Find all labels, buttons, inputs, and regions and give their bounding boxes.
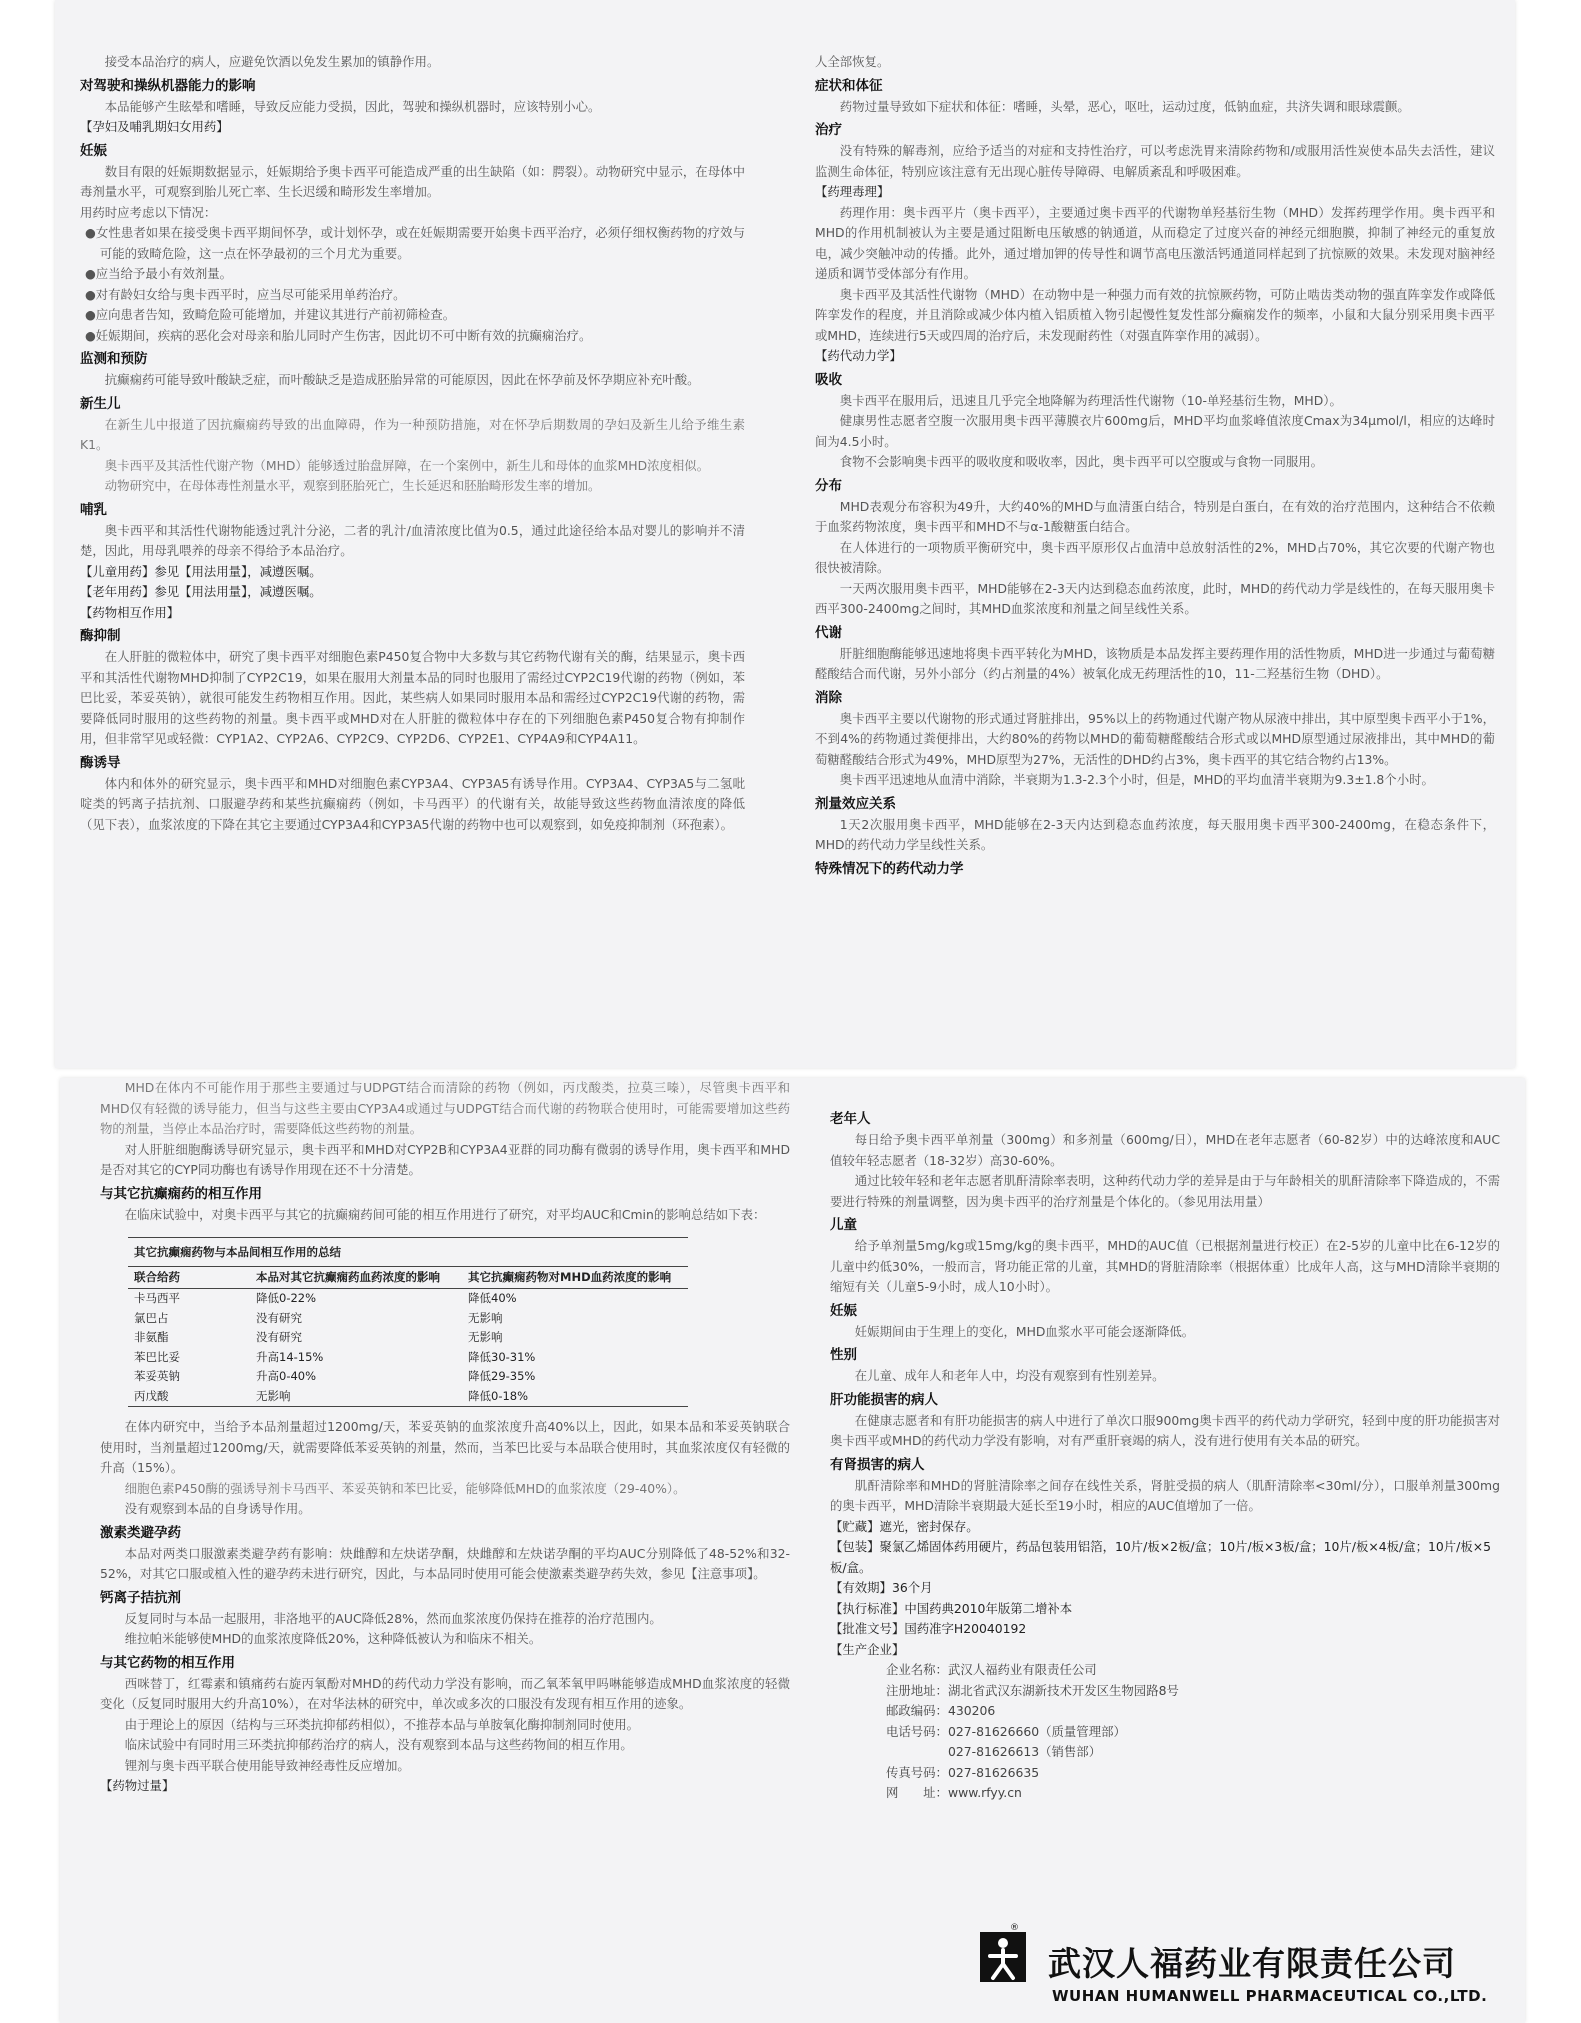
- insert-sheet-top: [55, 0, 1515, 1068]
- body-paragraph: 通过比较年轻和老年志愿者肌酐清除率表明，这种药代动力学的差异是由于与年龄相关的肌酐清除率下降造成的，不需要进行特殊的剂量调整，因为奥卡西平的治疗剂量是个体化的。（参见用法用量）: [830, 1173, 1500, 1209]
- body-paragraph: 在健康志愿者和有肝功能损害的病人中进行了单次口服900mg奥卡西平的药代动力学研究，轻到中度的肝功能损害对奥卡西平或MHD的药代动力学没有影响，对有严重肝衰竭的病人，没有进行使用有关本品的研究。: [830, 1412, 1500, 1448]
- body-paragraph: 锂剂与奥卡西平联合使用能导致神经毒性反应增加。: [124, 1757, 410, 1773]
- section-heading: 有肾损害的病人: [830, 1456, 925, 1473]
- body-paragraph: 健康男性志愿者空腹一次服用奥卡西平薄膜衣片600mg后，MHD平均血浆峰值浓度Cmax为34μmol/l，相应的达峰时间为4.5小时。: [815, 413, 1495, 449]
- table-row: [128, 1387, 688, 1407]
- top-right-column: [815, 52, 1495, 880]
- table-cell: 丙戊酸: [128, 1387, 250, 1407]
- bracket-section-title: 【儿童用药】参见【用法用量】，减遵医嘱。: [80, 563, 322, 579]
- body-paragraph: 人全部恢复。: [815, 54, 890, 69]
- bracket-section-title: 【执行标准】中国药典2010年版第二增补本: [830, 1600, 1073, 1616]
- body-paragraph: 对人肝脏细胞酶诱导研究显示，奥卡西平和MHD对CYP2B和CYP3A4亚群的同功酶有微弱的诱导作用，奥卡西平和MHD是否对其它的CYP同功酶也有诱导作用现在还不十分清楚。: [100, 1141, 790, 1177]
- table-cell: 卡马西平: [134, 1291, 180, 1305]
- body-paragraph: 用药时应考虑以下情况：: [80, 204, 217, 220]
- registered-mark: ®: [1010, 1923, 1019, 1933]
- section-heading: 儿童: [830, 1217, 857, 1233]
- table-row: [128, 1289, 688, 1309]
- body-paragraph: 药理作用：奥卡西平片（奥卡西平），主要通过奥卡西平的代谢物单羟基衍生物（MHD）发挥药理学作用。奥卡西平和MHD的作用机制被认为主要是通过阻断电压敏感的钠通道，从而稳定了过度兴奋的神经元细胞膜，抑制了神经元的重复放电，减少突触冲动的传播。此外，通过增加钾的传导性和调节高电压激活钙通道同样起到了抗惊厥的效果。未发现对脑神经递质和调节受体部分有作用。: [815, 204, 1495, 281]
- table-cell: 无影响: [468, 1310, 503, 1325]
- body-paragraph: 接受本品治疗的病人，应避免饮酒以免发生累加的镇静作用。: [104, 54, 440, 69]
- manufacturer-info-line: 注册地址：湖北省武汉东湖新技术开发区生物园路8号: [886, 1682, 1179, 1698]
- bullet-item: ●应向患者告知，致畸危险可能增加，并建议其进行产前初筛检查。: [84, 307, 456, 322]
- body-paragraph: 动物研究中，在母体毒性剂量水平，观察到胚胎死亡，生长延迟和胚胎畸形发生率的增加。: [104, 478, 601, 493]
- section-heading: 监测和预防: [80, 351, 148, 367]
- manufacturer-info-line: 企业名称：武汉人福药业有限责任公司: [886, 1662, 1097, 1677]
- manufacturer-info-line: 网 址：www.rfyy.cn: [886, 1785, 1022, 1800]
- body-paragraph: 每日给予奥卡西平单剂量（300mg）和多剂量（600mg/日），MHD在老年志愿者（60-82岁）中的达峰浓度和AUC值较年轻志愿者（18-32岁）高30-60%。: [830, 1132, 1500, 1168]
- body-paragraph: 1天2次服用奥卡西平，MHD能够在2-3天内达到稳态血药浓度，每天服用奥卡西平300-2400mg，在稳态条件下，MHD的药代动力学呈线性关系。: [815, 816, 1495, 852]
- table-cell: 无影响: [250, 1387, 462, 1407]
- body-paragraph: 在人肝脏的微粒体中，研究了奥卡西平对细胞色素P450复合物中大多数与其它药物代谢有关的酶，结果显示，奥卡西平和其活性代谢物MHD抑制了CYP2C19，如果在服用大剂量本品的同时也服用了需经过CYP2C19代谢的药物（例如，苯巴比妥，苯妥英钠），就很可能发生药物相互作用。因此，某些病人如果同时服用本品和需经过CYP2C19代谢的药物，需要降低同时服用的这些药物的剂量。奥卡西平或MHD对在人肝脏的微粒体中存在的下列细胞色素P450复合物有抑制作用，但非常罕见或轻微：CYP1A2、CYP2A6、CYP2C9、CYP2D6、CYP2E1、CYP4A9和CYP4A11。: [80, 649, 745, 746]
- section-heading: 特殊情况下的药代动力学: [815, 860, 964, 877]
- section-heading: 与其它药物的相互作用: [100, 1654, 235, 1671]
- section-heading: 哺乳: [80, 501, 107, 518]
- bracket-section-title: 【批准文号】国药准字H20040192: [830, 1621, 1027, 1636]
- table-cell: 无影响: [468, 1330, 503, 1344]
- body-paragraph: 没有观察到本品的自身诱导作用。: [124, 1501, 311, 1516]
- section-heading: 与其它抗癫痫药的相互作用: [100, 1185, 262, 1202]
- body-paragraph: 妊娠期间由于生理上的变化，MHD血浆水平可能会逐渐降低。: [854, 1323, 1195, 1339]
- section-heading: 酶诱导: [80, 754, 121, 771]
- table-cell: 升高0-40%: [256, 1369, 317, 1383]
- body-paragraph: 一天两次服用奥卡西平，MHD能够在2-3天内达到稳态血药浓度，此时，MHD的药代动力学是线性的，在每天服用奥卡西平300-2400mg之间时，其MHD血浆浓度和剂量之间呈线性关系。: [815, 580, 1495, 616]
- table-body: [128, 1289, 688, 1407]
- bottom-left-text-after-table: [100, 1417, 790, 1797]
- body-paragraph: 在儿童、成年人和老年人中，均没有观察到有性别差异。: [854, 1368, 1165, 1383]
- section-heading: 剂量效应关系: [815, 795, 896, 812]
- section-heading: 对驾驶和操纵机器能力的影响: [80, 77, 256, 94]
- body-paragraph: 在体内研究中，当给予本品剂量超过1200mg/天，苯妥英钠的血浆浓度升高40%以上，因此，如果本品和苯妥英钠联合使用时，当剂量超过1200mg/天，就需要降低苯妥英钠的剂量，然而，当苯巴比妥与本品联合使用时，其血浆浓度仅有轻微的升高（15%）。: [100, 1419, 790, 1475]
- bullet-item: ●女性患者如果在接受奥卡西平期间怀孕，或计划怀孕，或在妊娠期需要开始奥卡西平治疗，必须仔细权衡药物的疗效与可能的致畸危险，这一点在怀孕最初的三个月尤为重要。: [84, 225, 745, 261]
- table-cell: 苯巴比妥: [134, 1349, 180, 1364]
- body-paragraph: 本品对两类口服激素类避孕药有影响：炔雌醇和左炔诺孕酮，炔雌醇和左炔诺孕酮的平均AUC分别降低了48-52%和32-52%，对其它口服或植入性的避孕药未进行研究，因此，与本品同时使用可能会使激素类避孕药失效，参见【注意事项】。: [100, 1545, 790, 1581]
- body-paragraph: 奥卡西平主要以代谢物的形式通过肾脏排出，95%以上的药物通过代谢产物从尿液中排出，其中原型奥卡西平小于1%，不到4%的药物通过粪便排出，大约80%的药物以MHD的葡萄糖醛酸结合形式或以MHD原型通过尿液排出，其中MHD的葡萄糖醛酸结合形式为49%，MHD原型为27%，无活性的DHD约占3%，奥卡西平的其它结合物约占13%。: [815, 710, 1495, 767]
- body-paragraph: 在新生儿中报道了因抗癫痫药导致的出血障碍，作为一种预防措施，对在怀孕后期数周的孕妇及新生儿给予维生素K1。: [80, 416, 745, 452]
- manufacturer-info: [830, 1660, 1500, 1804]
- company-name-chinese: 武汉人福药业有限责任公司: [1048, 1944, 1456, 1983]
- manufacturer-info-line: 电话号码：027-81626660（质量管理部）: [886, 1723, 1126, 1739]
- section-heading: 治疗: [815, 122, 842, 138]
- section-heading: 酶抑制: [80, 628, 121, 644]
- humanwell-logo-icon: [980, 1923, 1026, 1992]
- table-cell: 氯巴占: [134, 1310, 169, 1325]
- section-heading: 新生儿: [80, 395, 121, 412]
- body-paragraph: 维拉帕米能够使MHD的血浆浓度降低20%，这种降低被认为和临床不相关。: [124, 1631, 542, 1646]
- bullet-item: ●应当给予最小有效剂量。: [84, 266, 233, 281]
- manufacturer-info-line: 传真号码：027-81626635: [886, 1764, 1040, 1780]
- manufacturer-info-line: 邮政编码：430206: [886, 1703, 996, 1718]
- table-row: [128, 1309, 688, 1329]
- body-paragraph: 细胞色素P450酶的强诱导剂卡马西平、苯妥英钠和苯巴比妥，能够降低MHD的血浆浓度（29-40%）。: [124, 1480, 686, 1496]
- body-paragraph: 食物不会影响奥卡西平的吸收度和吸收率，因此，奥卡西平可以空腹或与食物一同服用。: [839, 454, 1324, 469]
- table-cell: 没有研究: [256, 1330, 302, 1344]
- body-paragraph: 奥卡西平在服用后，迅速且几乎完全地降解为药理活性代谢物（10-单羟基衍生物，MHD）。: [839, 392, 1342, 408]
- table-cell: 苯妥英钠: [134, 1369, 180, 1383]
- section-heading: 激素类避孕药: [100, 1524, 181, 1541]
- table-cell: 没有研究: [256, 1310, 302, 1325]
- insert-sheet-bottom: [60, 1078, 1525, 2023]
- body-paragraph: 抗癫痫药可能导致叶酸缺乏症，而叶酸缺乏是造成胚胎异常的可能原因，因此在怀孕前及怀孕期应补充叶酸。: [104, 372, 700, 387]
- bracket-section-title: 【药物相互作用】: [80, 604, 180, 620]
- section-heading: 性别: [830, 1347, 857, 1363]
- body-paragraph: 本品能够产生眩晕和嗜睡，导致反应能力受损，因此，驾驶和操纵机器时，应该特别小心。: [104, 98, 601, 114]
- table-header: 本品对其它抗癫痫药血药浓度的影响: [250, 1267, 462, 1289]
- section-heading: 分布: [815, 477, 842, 494]
- table-row: [128, 1348, 688, 1368]
- body-paragraph: 反复同时与本品一起服用，非洛地平的AUC降低28%，然而血浆浓度仍保持在推荐的治疗范围内。: [124, 1610, 662, 1626]
- section-heading: 肝功能损害的病人: [830, 1391, 938, 1408]
- body-paragraph: MHD在体内不可能作用于那些主要通过与UDPGT结合而清除的药物（例如，丙戊酸类，拉莫三嗪），尽管奥卡西平和MHD仅有轻微的诱导能力，但当与这些主要由CYP3A4或通过与UDPGT结合而代谢的药物联合使用时，可能需要增加这些药物的剂量，当停止本品治疗时，需要降低这些药物的剂量。: [100, 1080, 790, 1136]
- manufacturer-info-line: 027-81626613（销售部）: [886, 1744, 1102, 1759]
- body-paragraph: 奥卡西平和其活性代谢物能透过乳汁分泌，二者的乳汁/血清浓度比值为0.5，通过此途径给本品对婴儿的影响并不清楚，因此，用母乳喂养的母亲不得给予本品治疗。: [80, 522, 745, 558]
- table-cell: 降低29-35%: [468, 1369, 536, 1383]
- table-cell: 降低0-22%: [256, 1291, 317, 1305]
- table-title: 其它抗癫痫药物与本品间相互作用的总结: [128, 1237, 688, 1267]
- body-paragraph: 临床试验中有同时用三环类抗抑郁药治疗的病人，没有观察到本品与这些药物间的相互作用。: [124, 1737, 633, 1752]
- body-paragraph: 奥卡西平迅速地从血清中消除，半衰期为1.3-2.3个小时，但是，MHD的平均血清半衰期为9.3±1.8个小时。: [839, 772, 1434, 787]
- table-cell: 升高14-15%: [256, 1349, 324, 1364]
- body-paragraph: 奥卡西平及其活性代谢产物（MHD）能够透过胎盘屏障，在一个案例中，新生儿和母体的血浆MHD浓度相似。: [104, 457, 710, 473]
- body-paragraph: 数目有限的妊娠期数据显示，妊娠期给予奥卡西平可能造成严重的出生缺陷（如：腭裂）。动物研究中显示，在母体中毒剂量水平，可观察到胎儿死亡率、生长迟缓和畸形发生率增加。: [80, 163, 745, 199]
- section-heading: 症状和体征: [815, 77, 883, 94]
- body-paragraph: 没有特殊的解毒剂，应给予适当的对症和支持性治疗，可以考虑洗胃来清除药物和/或服用活性炭使本品失去活性，建议监测生命体征，特别应该注意有无出现心脏传导障碍、电解质紊乱和呼吸困难。: [815, 143, 1495, 179]
- body-paragraph: 体内和体外的研究显示，奥卡西平和MHD对细胞色素CYP3A4、CYP3A5有诱导作用。CYP3A4、CYP3A5与二氢吡啶类的钙离子拮抗剂、口服避孕药和某些抗癫痫药（例如，卡马西平）的代谢有关，故能导致这些药物血清浓度的降低（见下表），血浆浓度的下降在其它主要通过CYP3A4和CYP3A5代谢的药物中也可以观察到，如免疫抑制剂（环孢素）。: [80, 775, 745, 832]
- body-paragraph: 在临床试验中，对奥卡西平与其它的抗癫痫药间可能的相互作用进行了研究，对平均AUC和Cmin的影响总结如下表：: [124, 1206, 766, 1222]
- top-left-column: [80, 52, 745, 835]
- body-paragraph: 在人体进行的一项物质平衡研究中，奥卡西平原形仅占血清中总放射活性的2%，MHD占70%，其它次要的代谢产物也很快被清除。: [815, 539, 1495, 575]
- body-paragraph: 给予单剂量5mg/kg或15mg/kg的奥卡西平，MHD的AUC值（已根据剂量进行校正）在2-5岁的儿童中比在6-12岁的儿童中约低30%，一般而言，肾功能正常的儿童，其MHD的肾脏清除率（根据体重）比成年人高，这与MHD清除半衰期的缩短有关（儿童5-9小时，成人10小时）。: [830, 1238, 1500, 1294]
- section-heading: 老年人: [830, 1111, 871, 1127]
- bracket-section-title: 【孕妇及哺乳期妇女用药】: [80, 119, 229, 134]
- body-paragraph: 肝脏细胞酶能够迅速地将奥卡西平转化为MHD，该物质是本品发挥主要药理作用的活性物质，MHD进一步通过与葡萄糖醛酸结合而代谢，另外小部分（约占剂量的4%）被氧化成无药理活性的10，11-二羟基衍生物（DHD）。: [815, 645, 1495, 681]
- bracket-section-title: 【老年用药】参见【用法用量】，减遵医嘱。: [80, 584, 322, 599]
- table-row: [128, 1367, 688, 1387]
- bullet-item: ●妊娠期间，疾病的恶化会对母亲和胎儿同时产生伤害，因此切不可中断有效的抗癫痫治疗。: [84, 327, 592, 343]
- bracket-section-title: 【包装】聚氯乙烯固体药用硬片，药品包装用铝箔，10片/板×2板/盒；10片/板×3板/盒；10片/板×4板/盒；10片/板×5板/盒。: [830, 1539, 1491, 1575]
- table-row: [128, 1328, 688, 1348]
- table-cell: 非氨酯: [134, 1330, 169, 1344]
- section-heading: 妊娠: [830, 1302, 857, 1319]
- bracket-section-title: 【贮藏】遮光，密封保存。: [830, 1518, 979, 1534]
- bracket-section-title: 【生产企业】: [830, 1641, 905, 1657]
- bullet-item: ●对有龄妇女给与奥卡西平时，应当尽可能采用单药治疗。: [84, 286, 406, 302]
- section-heading: 钙离子拮抗剂: [100, 1589, 181, 1606]
- bracket-section-title: 【药理毒理】: [815, 184, 890, 199]
- company-name-english: WUHAN HUMANWELL PHARMACEUTICAL CO.,LTD.: [1052, 1987, 1488, 2005]
- bottom-left-column: [100, 1078, 790, 1797]
- table-cell: 降低30-31%: [468, 1349, 536, 1364]
- bottom-right-column: [830, 1106, 1500, 1804]
- body-paragraph: 药物过量导致如下症状和体征：嗜睡，头晕，恶心，呕吐，运动过度，低钠血症，共济失调和眼球震颤。: [839, 98, 1410, 114]
- section-heading: 代谢: [815, 624, 842, 641]
- body-paragraph: MHD表观分布容积为49升，大约40%的MHD与血清蛋白结合，特别是白蛋白，在有效的治疗范围内，这种结合不依赖于血浆药物浓度，奥卡西平和MHD不与α-1酸糖蛋白结合。: [815, 498, 1495, 534]
- body-paragraph: 由于理论上的原因（结构与三环类抗抑郁药相似），不推荐本品与单胺氧化酶抑制剂同时使用。: [124, 1716, 640, 1732]
- bottom-right-text: [830, 1108, 1500, 1660]
- antiepileptic-interaction-table: [128, 1237, 688, 1407]
- table-cell: 降低0-18%: [462, 1387, 688, 1407]
- body-paragraph: 奥卡西平及其活性代谢物（MHD）在动物中是一种强力而有效的抗惊厥药物，可防止啮齿类动物的强直阵挛发作或降低阵挛发作的程度，并且消除或减少体内植入铝质植入物引起慢性复发性部分癫痫发作的频率，小鼠和大鼠分别采用奥卡西平或MHD，连续进行5天或四周的治疗后，未发现耐药性（对强直阵挛作用的减弱）。: [815, 286, 1495, 343]
- section-heading: 消除: [815, 689, 842, 706]
- bracket-section-title: 【有效期】36个月: [830, 1580, 933, 1595]
- bottom-left-text-before-table: [100, 1078, 790, 1225]
- table-header: 其它抗癫痫药物对MHD血药浓度的影响: [462, 1267, 688, 1289]
- bracket-section-title: 【药代动力学】: [815, 348, 902, 363]
- table-header: 联合给药: [128, 1267, 250, 1289]
- section-heading: 吸收: [815, 371, 842, 388]
- table-cell: 降低40%: [468, 1291, 517, 1305]
- body-paragraph: 西咪替丁，红霉素和镇痛药右旋丙氧酚对MHD的药代动力学没有影响，而乙氧苯氧甲吗啉能够造成MHD血浆浓度的轻微变化（反复同时服用大约升高10%），在对华法林的研究中，单次或多次的口服没有发现有相互作用的迹象。: [100, 1675, 790, 1711]
- section-heading: 妊娠: [80, 142, 107, 159]
- bracket-section-title: 【药物过量】: [100, 1778, 175, 1793]
- body-paragraph: 肌酐清除率和MHD的肾脏清除率之间存在线性关系，肾脏受损的病人（肌酐清除率<30ml/分），口服单剂量300mg的奥卡西平，MHD清除半衰期最大延长至19小时，相应的AUC值增加了一倍。: [830, 1477, 1500, 1513]
